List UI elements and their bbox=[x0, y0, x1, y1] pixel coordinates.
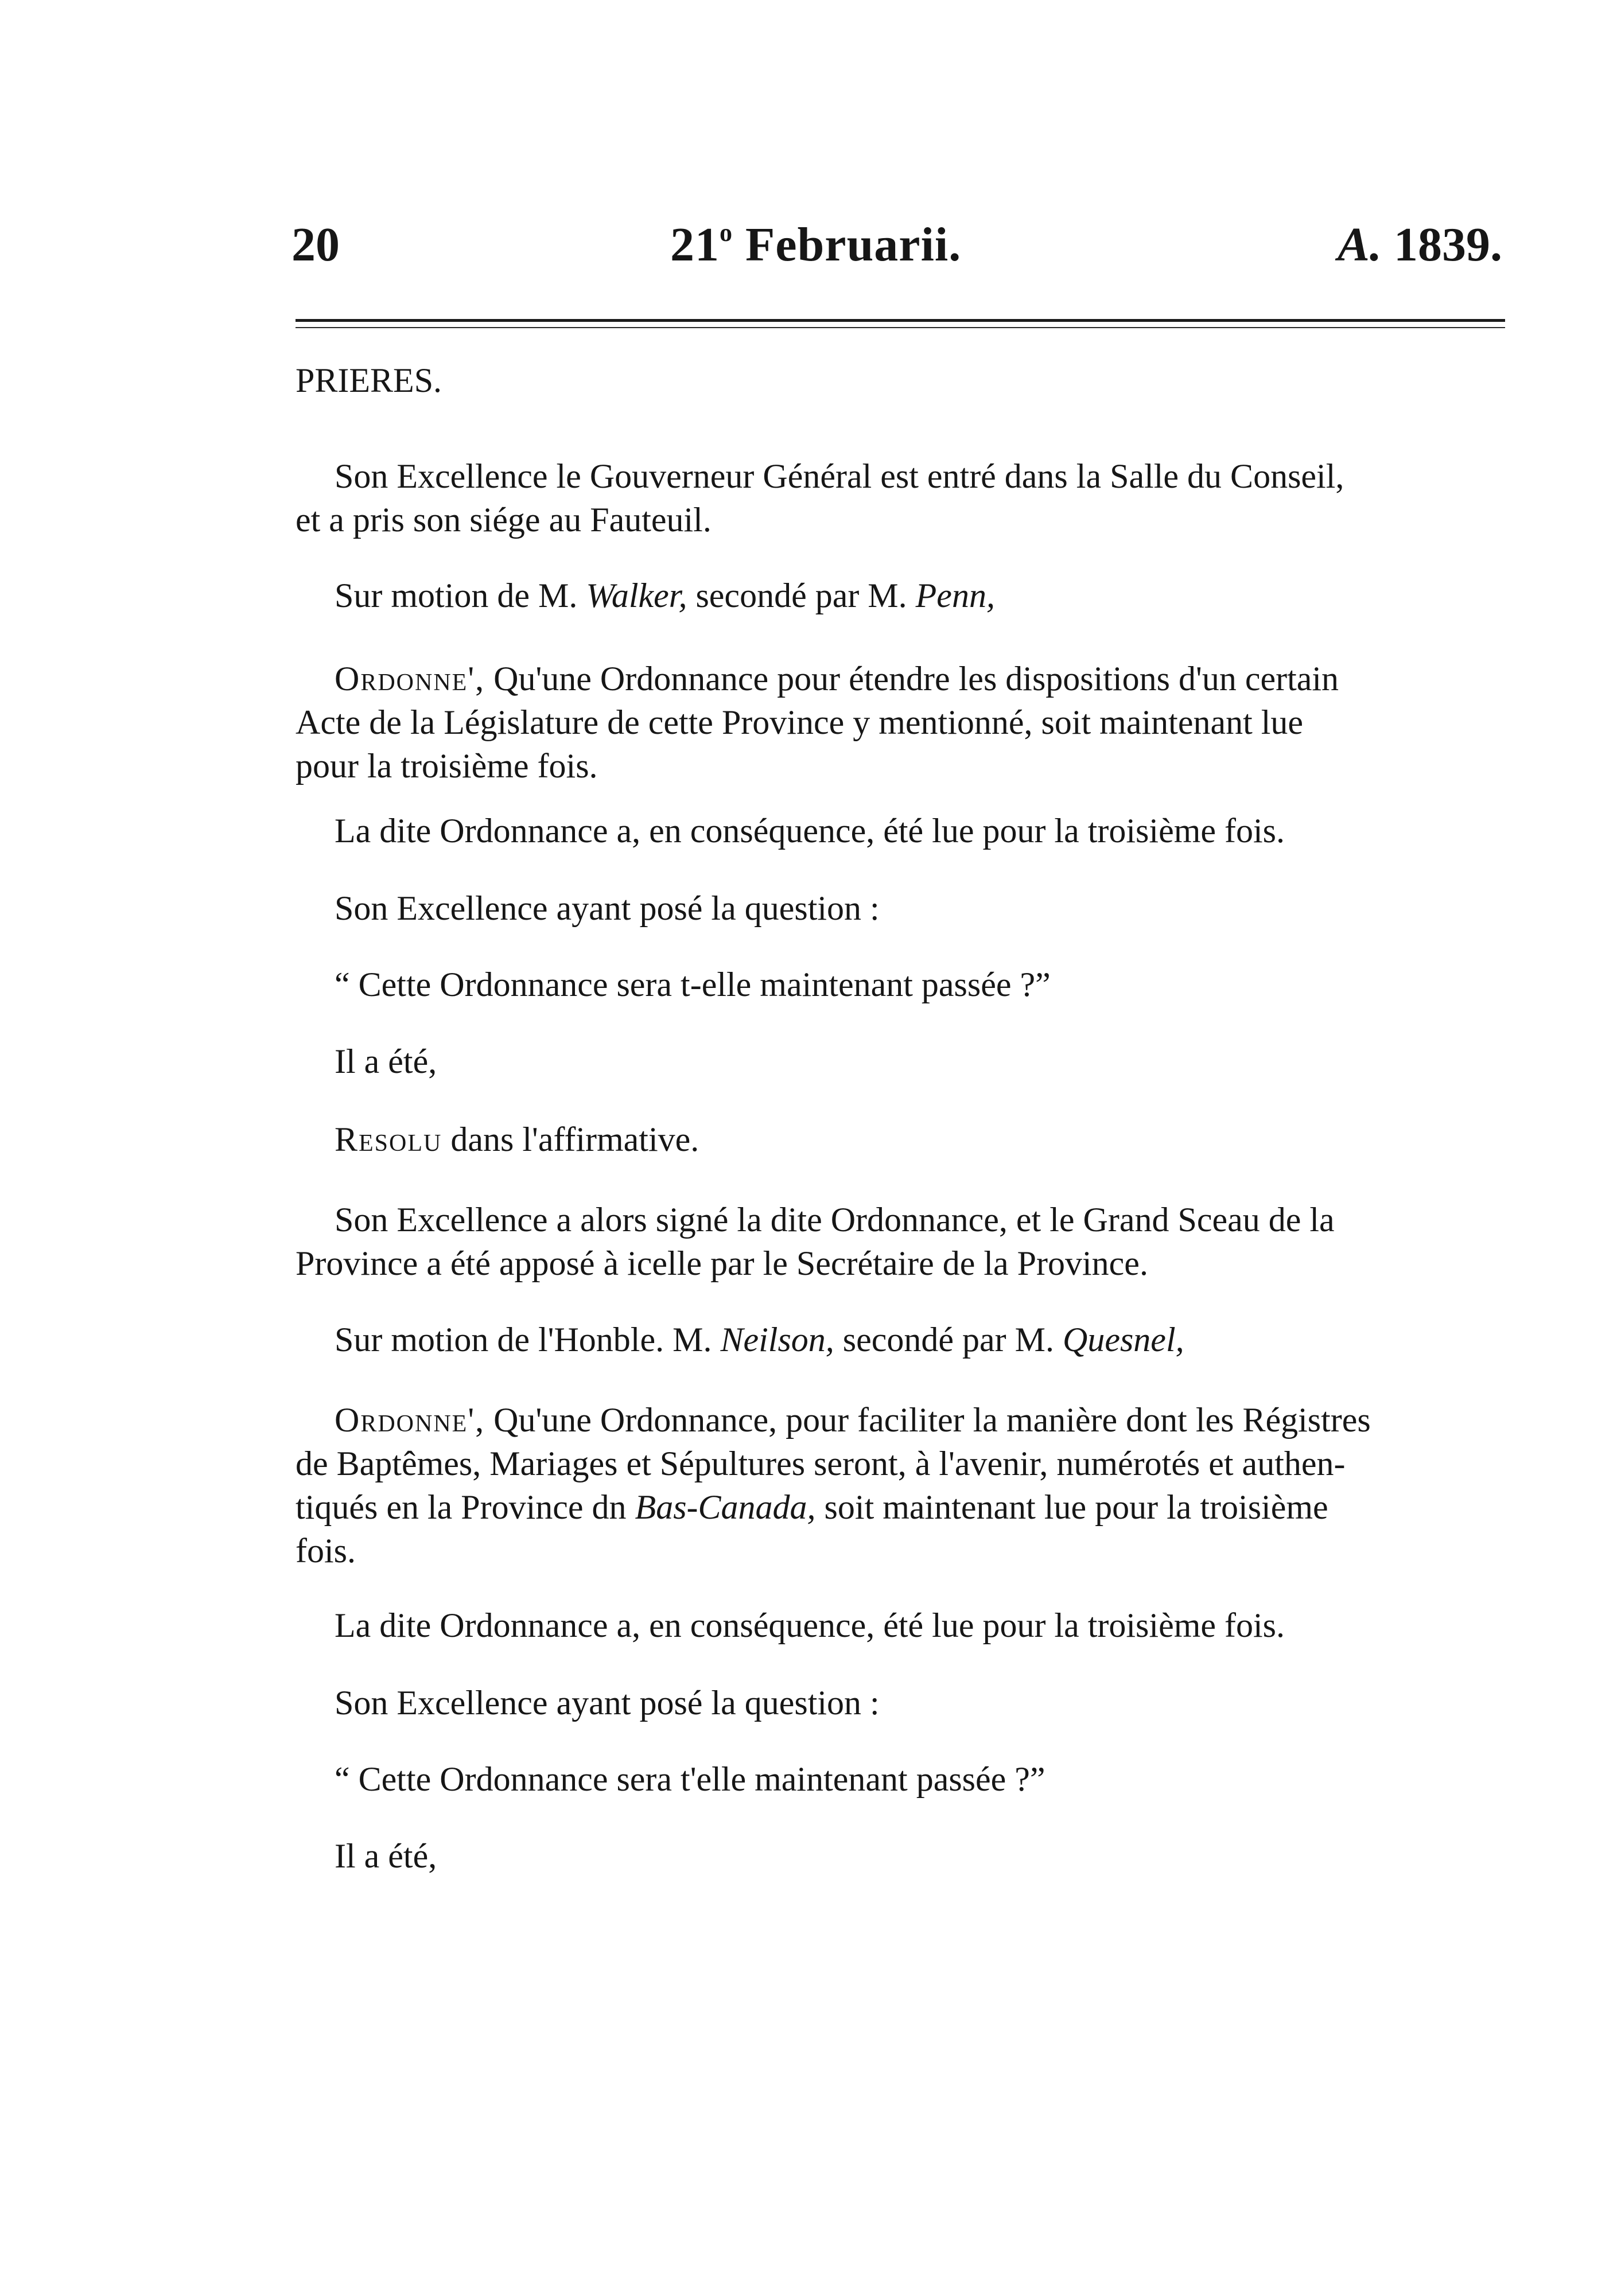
page-number: 20 bbox=[291, 218, 340, 271]
paragraph-line bbox=[296, 657, 1506, 701]
header-rule-thin bbox=[296, 327, 1505, 328]
year-value: 1839. bbox=[1394, 218, 1502, 271]
paragraph-motion-neilson bbox=[296, 1318, 1506, 1361]
paragraph-line: fois. bbox=[296, 1532, 356, 1570]
place-name: Bas-Canada, bbox=[635, 1488, 816, 1526]
paragraph-governor-entry bbox=[296, 454, 1506, 542]
paragraph-line: pour la troisième fois. bbox=[296, 747, 598, 785]
paragraph-line: Acte de la Législature de cette Province y mentionné, soit maintenant lue bbox=[296, 703, 1304, 741]
order-keyword: Ordonne', bbox=[335, 1401, 485, 1439]
paragraph-line bbox=[296, 1398, 1506, 1442]
paragraph-resolved bbox=[296, 1118, 1506, 1161]
date-ordinal: o bbox=[720, 219, 733, 247]
paragraph-line: et a pris son siége au Fauteuil. bbox=[296, 501, 712, 539]
paragraph-question: Son Excellence ayant posé la question : bbox=[335, 889, 880, 927]
paragraph-result: Il a été, bbox=[335, 1042, 437, 1080]
line-text: tiqués en la Province dn bbox=[296, 1488, 627, 1526]
header-date bbox=[670, 213, 961, 277]
paragraph-line: Son Excellence a alors signé la dite Ordonnance, et le Grand Sceau de la bbox=[335, 1201, 1335, 1239]
motion-middle: secondé par M. bbox=[695, 577, 907, 614]
order-text: Qu'une Ordonnance, pour faciliter la manière dont les Régistres bbox=[493, 1401, 1371, 1439]
year-anno: A. bbox=[1337, 218, 1382, 271]
date-day: 21 bbox=[670, 218, 720, 271]
paragraph-third-reading: La dite Ordonnance a, en conséquence, été lue pour la troisième fois. bbox=[335, 812, 1285, 850]
date-month: Februarii. bbox=[745, 218, 962, 271]
section-heading: PRIERES. bbox=[296, 361, 442, 399]
paragraph-question-text: “ Cette Ordonnance sera t-elle maintenant passée ?” bbox=[335, 966, 1051, 1003]
motion-middle: secondé par M. bbox=[842, 1321, 1054, 1359]
resolved-keyword: Resolu bbox=[335, 1120, 442, 1158]
motion-prefix: Sur motion de l'Honble. M. bbox=[335, 1321, 712, 1359]
header-year bbox=[1338, 213, 1502, 277]
paragraph-signed bbox=[296, 1198, 1506, 1285]
line-text: soit maintenant lue pour la troisième bbox=[824, 1488, 1328, 1526]
paragraph-third-reading-second: La dite Ordonnance a, en conséquence, été lue pour la troisième fois. bbox=[335, 1606, 1285, 1644]
header-rule-thick bbox=[296, 319, 1505, 322]
motion-prefix: Sur motion de M. bbox=[335, 577, 578, 614]
mover-name: Neilson, bbox=[720, 1321, 834, 1359]
paragraph-line: Son Excellence le Gouverneur Général est entré dans la Salle du Conseil, bbox=[335, 457, 1344, 495]
paragraph-motion-walker bbox=[296, 574, 1506, 617]
paragraph-line bbox=[296, 1485, 1506, 1529]
paragraph-order-first bbox=[296, 657, 1506, 788]
order-text: Qu'une Ordonnance pour étendre les dispositions d'un certain bbox=[493, 660, 1339, 698]
page-header bbox=[291, 213, 1502, 277]
seconder-name: Quesnel, bbox=[1063, 1321, 1184, 1359]
paragraph-question-text-second: “ Cette Ordonnance sera t'elle maintenant passée ?” bbox=[335, 1760, 1045, 1798]
paragraph-line: Province a été apposé à icelle par le Secrétaire de la Province. bbox=[296, 1244, 1148, 1282]
order-keyword: Ordonne', bbox=[335, 660, 485, 698]
paragraph-question-second: Son Excellence ayant posé la question : bbox=[335, 1684, 880, 1722]
paragraph-order-second bbox=[296, 1398, 1506, 1573]
resolved-text: dans l'affirmative. bbox=[450, 1120, 699, 1158]
paragraph-line: de Baptêmes, Mariages et Sépultures seront, à l'avenir, numérotés et authen- bbox=[296, 1445, 1346, 1482]
seconder-name: Penn, bbox=[915, 577, 995, 614]
paragraph-result-second: Il a été, bbox=[335, 1837, 437, 1875]
mover-name: Walker, bbox=[586, 577, 687, 614]
